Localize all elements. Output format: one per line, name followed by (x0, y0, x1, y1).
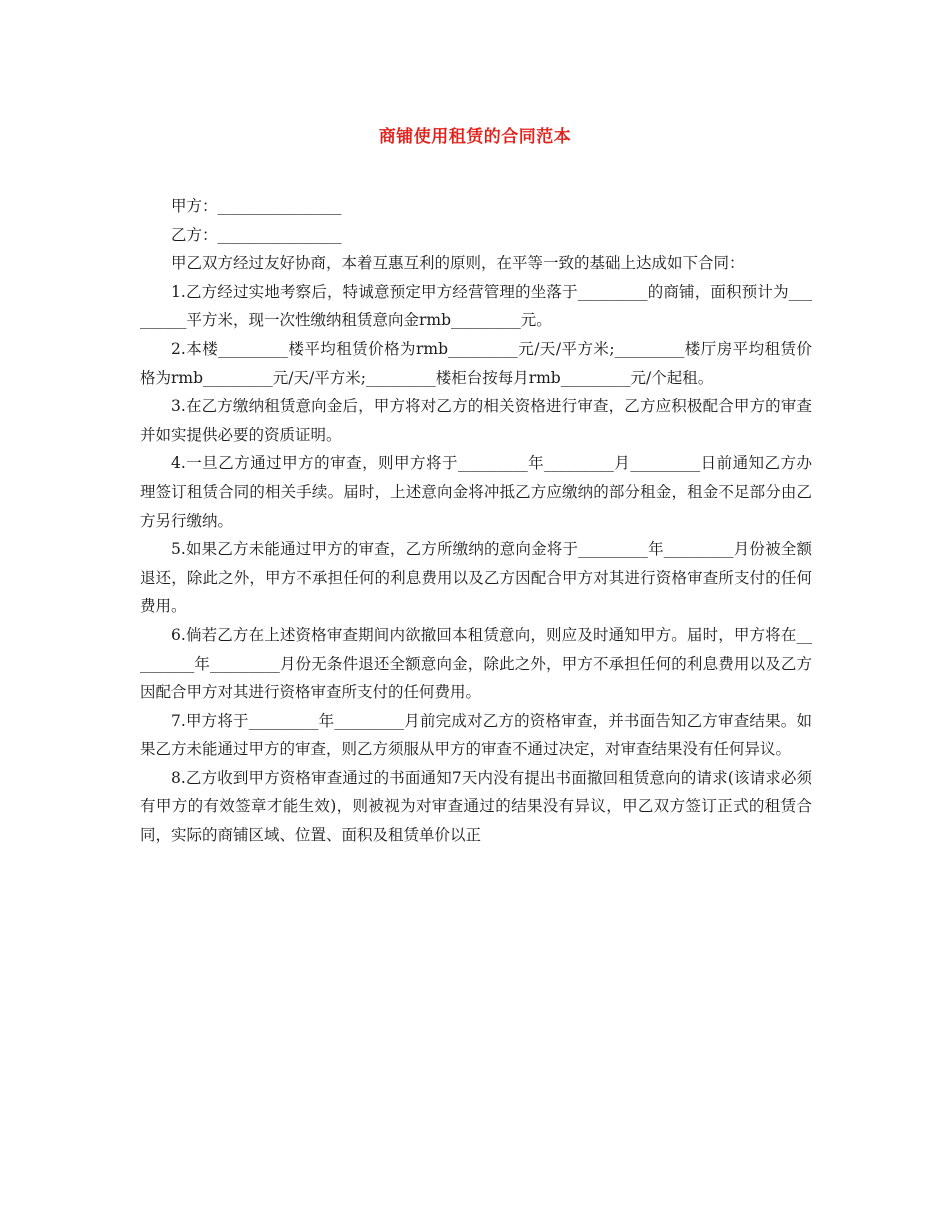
clause-1: 1.乙方经过实地考察后，特诚意预定甲方经营管理的坐落于_________的商铺，面积预计为_________平方米，现一次性缴纳租赁意向金rmb_________元。 (140, 282, 812, 330)
clause-2: 2.本楼_________楼平均租赁价格为rmb_________元/天/平方米;_________楼厅房平均租赁价格为rmb_________元/天/平方米;_________楼柜台按每月rmb_________元/个起租。 (140, 339, 812, 387)
clause-8: 8.乙方收到甲方资格审查通过的书面通知7天内没有提出书面撤回租赁意向的请求(该请求必须有甲方的有效签章才能生效)，则被视为对审查通过的结果没有异议，甲乙双方签订正式的租赁合同，实际的商铺区域、位置、面积及租赁单价以正 (140, 768, 812, 845)
clause-6: 6.倘若乙方在上述资格审查期间内欲撤回本租赁意向，则应及时通知甲方。届时，甲方将在_________年_________月份无条件退还全额意向金，除此之外，甲方不承担任何的利息费用以及乙方因配合甲方对其进行资格审查所支付的任何费用。 (140, 625, 812, 702)
party-a-line: 甲方：________________ (171, 197, 342, 215)
party-b-line: 乙方：________________ (171, 225, 342, 244)
clause-5: 5.如果乙方未能通过甲方的审查，乙方所缴纳的意向金将于_________年_________月份被全额退还，除此之外，甲方不承担任何的利息费用以及乙方因配合甲方对其进行资格审查所支付的任何费用。 (140, 540, 812, 616)
document-title: 商铺使用租赁的合同范本 (378, 127, 572, 147)
intro-paragraph: 甲乙双方经过友好协商，本着互惠互利的原则，在平等一致的基础上达成如下合同： (171, 254, 745, 273)
clause-7: 7.甲方将于_________年_________月前完成对乙方的资格审查，并书面告知乙方审查结果。如果乙方未能通过甲方的审查，则乙方须服从甲方的审查不通过决定，对审查结果没有任何异议。 (140, 711, 812, 759)
clause-4: 4.一旦乙方通过甲方的审查，则甲方将于_________年_________月_________日前通知乙方办理签订租赁合同的相关手续。届时，上述意向金将冲抵乙方应缴纳的部分租金，租金不足部分由乙方另行缴纳。 (140, 454, 812, 530)
document-body (140, 192, 812, 850)
clause-3: 3.在乙方缴纳租赁意向金后，甲方将对乙方的相关资格进行审查，乙方应积极配合甲方的审查并如实提供必要的资质证明。 (140, 397, 812, 444)
